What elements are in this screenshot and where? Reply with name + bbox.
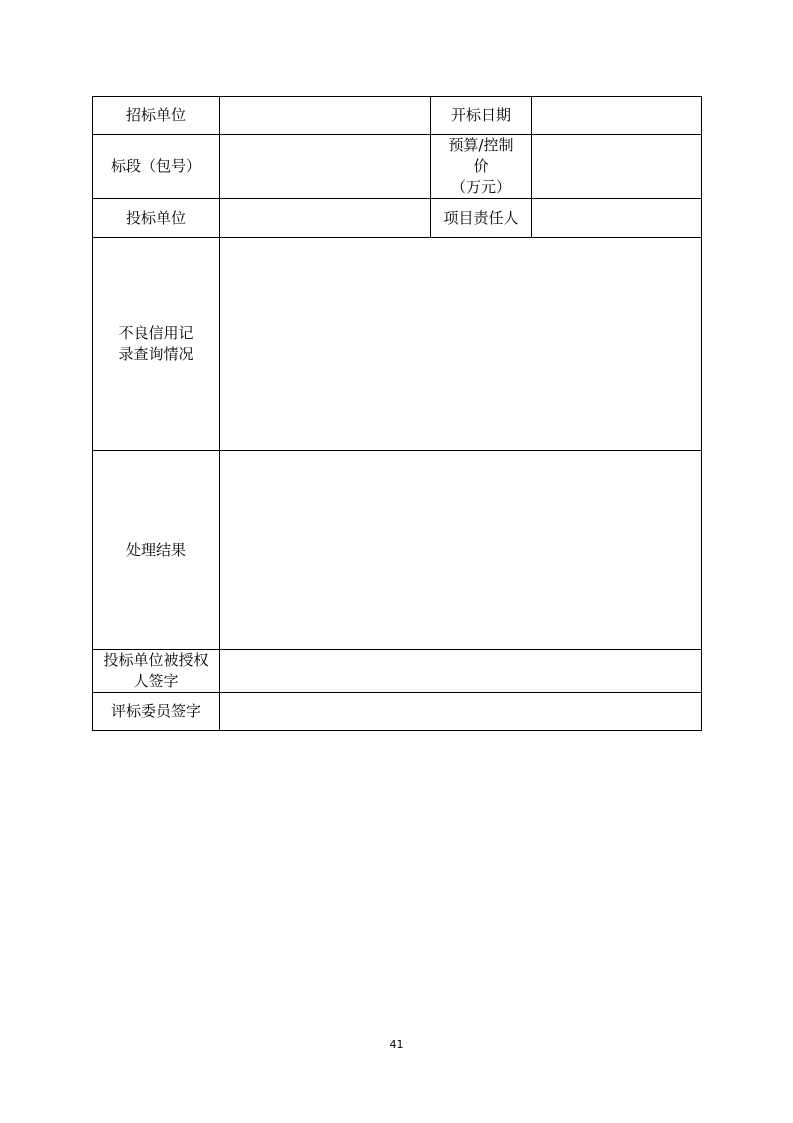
authorized-signature-label-text: 投标单位被授权 人签字 (103, 651, 209, 690)
opening-date-label: 开标日期 (431, 97, 532, 135)
opening-date-field[interactable] (532, 97, 702, 135)
budget-field[interactable] (532, 135, 702, 199)
budget-label-text: 预算/控制 价 （万元） (448, 136, 514, 196)
credit-record-label-text: 不良信用记 录查询情况 (118, 324, 194, 363)
tender-unit-field[interactable] (220, 97, 431, 135)
form-row-tender-unit (93, 97, 702, 135)
bidder-field[interactable] (220, 199, 431, 238)
credit-record-field[interactable] (220, 238, 702, 451)
form-row-section (93, 135, 702, 199)
bad-credit-record-form (92, 96, 702, 731)
form-row-result (93, 451, 702, 650)
tender-unit-label: 招标单位 (93, 97, 220, 135)
project-leader-label: 项目责任人 (431, 199, 532, 238)
result-label: 处理结果 (93, 451, 220, 650)
form-row-authorized-signature (93, 650, 702, 693)
authorized-signature-label (93, 650, 220, 693)
section-field[interactable] (220, 135, 431, 199)
section-label-text: 标段（包号） (110, 157, 201, 175)
form-row-bidder (93, 199, 702, 238)
budget-label (431, 135, 532, 199)
bidder-label: 投标单位 (93, 199, 220, 238)
authorized-signature-field[interactable] (220, 650, 702, 693)
form-row-credit-record (93, 238, 702, 451)
project-leader-field[interactable] (532, 199, 702, 238)
page-number: 41 (389, 1038, 404, 1051)
committee-signature-field[interactable] (220, 693, 702, 731)
committee-signature-label: 评标委员签字 (93, 693, 220, 731)
form-row-committee-signature (93, 693, 702, 731)
result-field[interactable] (220, 451, 702, 650)
credit-record-label (93, 238, 220, 451)
section-label (93, 135, 220, 199)
